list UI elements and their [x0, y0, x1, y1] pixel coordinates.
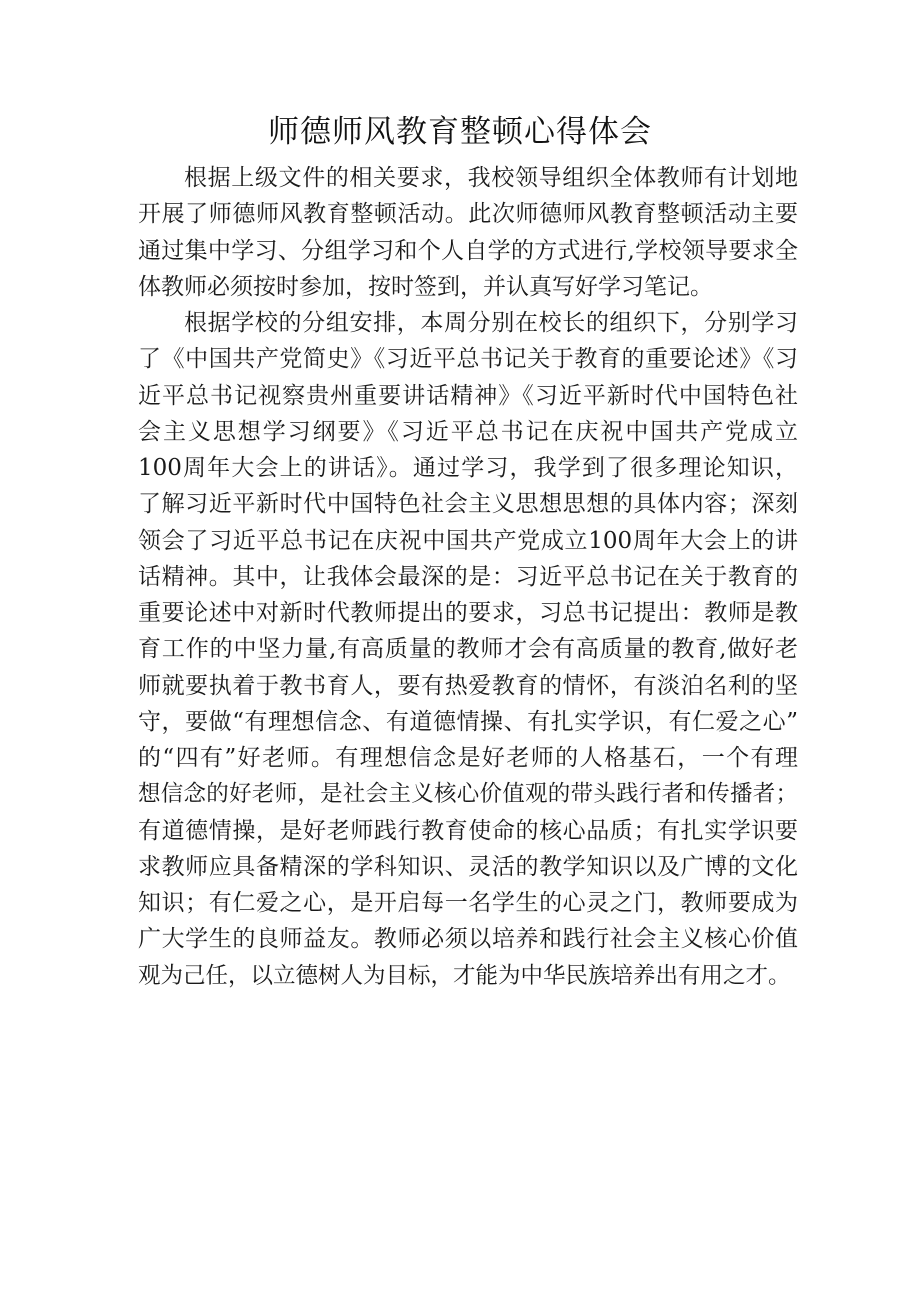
paragraph-2-line-6: 了解习近平新时代中国特色社会主义思想思想的具体内容；深刻: [138, 491, 798, 518]
paragraph-2-line-17: 知识；有仁爱之心，是开启每一名学生的心灵之门，教师要成为: [138, 890, 798, 916]
paragraph-2-line-7: 领会了习近平总书记在庆祝中国共产党成立100周年大会上的讲: [138, 527, 798, 554]
paragraph-1-line-4: 体教师必须按时参加，按时签到，并认真写好学习笔记。: [138, 273, 713, 300]
paragraph-1-line-1: 根据上级文件的相关要求，我校领导组织全体教师有计划地: [184, 165, 798, 191]
paragraph-2-line-16: 求教师应具备精深的学科知识、灵活的教学知识以及广博的文化: [138, 853, 798, 880]
document-title: 师德师风教育整顿心得体会: [268, 114, 652, 150]
paragraph-2-line-14: 想信念的好老师，是社会主义核心价值观的带头践行者和传播者；: [138, 781, 798, 808]
paragraph-2-line-15: 有道德情操，是好老师践行教育使命的核心品质；有扎实学识要: [138, 817, 798, 844]
paragraph-2-line-11: 师就要执着于教书育人，要有热爱教育的情怀，有淡泊名利的坚: [138, 672, 798, 699]
paragraph-2-line-2: 了《中国共产党简史》《习近平总书记关于教育的重要论述》《习: [138, 346, 798, 373]
paragraph-2-line-4: 会主义思想学习纲要》《习近平总书记在庆祝中国共产党成立: [138, 418, 798, 445]
paragraph-2-line-18: 广大学生的良师益友。教师必须以培养和践行社会主义核心价值: [138, 926, 798, 953]
paragraph-2-line-3: 近平总书记视察贵州重要讲话精神》《习近平新时代中国特色社: [138, 382, 798, 409]
paragraph-2-line-13: 的“四有”好老师。有理想信念是好老师的人格基石，一个有理: [138, 745, 798, 771]
paragraph-2-line-10: 育工作的中坚力量,有高质量的教师才会有高质量的教育,做好老: [138, 636, 798, 663]
paragraph-2-line-1: 根据学校的分组安排，本周分别在校长的组织下，分别学习: [184, 310, 798, 336]
document-body: [138, 160, 798, 994]
paragraph-2-line-8: 话精神。其中，让我体会最深的是：习近平总书记在关于教育的: [138, 563, 798, 590]
paragraph-2-line-19: 观为己任，以立德树人为目标，才能为中华民族培养出有用之才。: [138, 962, 791, 989]
paragraph-2-line-12: 守，要做“有理想信念、有道德情操、有扎实学识，有仁爱之心”: [138, 708, 798, 735]
paragraph-2-line-5: 100周年大会上的讲话》。通过学习，我学到了很多理论知识，: [138, 455, 798, 481]
paragraph-2-line-9: 重要论述中对新时代教师提出的要求，习总书记提出：教师是教: [138, 600, 798, 626]
paragraph-1-line-3: 通过集中学习、分组学习和个人自学的方式进行,学校领导要求全: [138, 237, 798, 264]
paragraph-1-line-2: 开展了师德师风教育整顿活动。此次师德师风教育整顿活动主要: [138, 201, 798, 228]
